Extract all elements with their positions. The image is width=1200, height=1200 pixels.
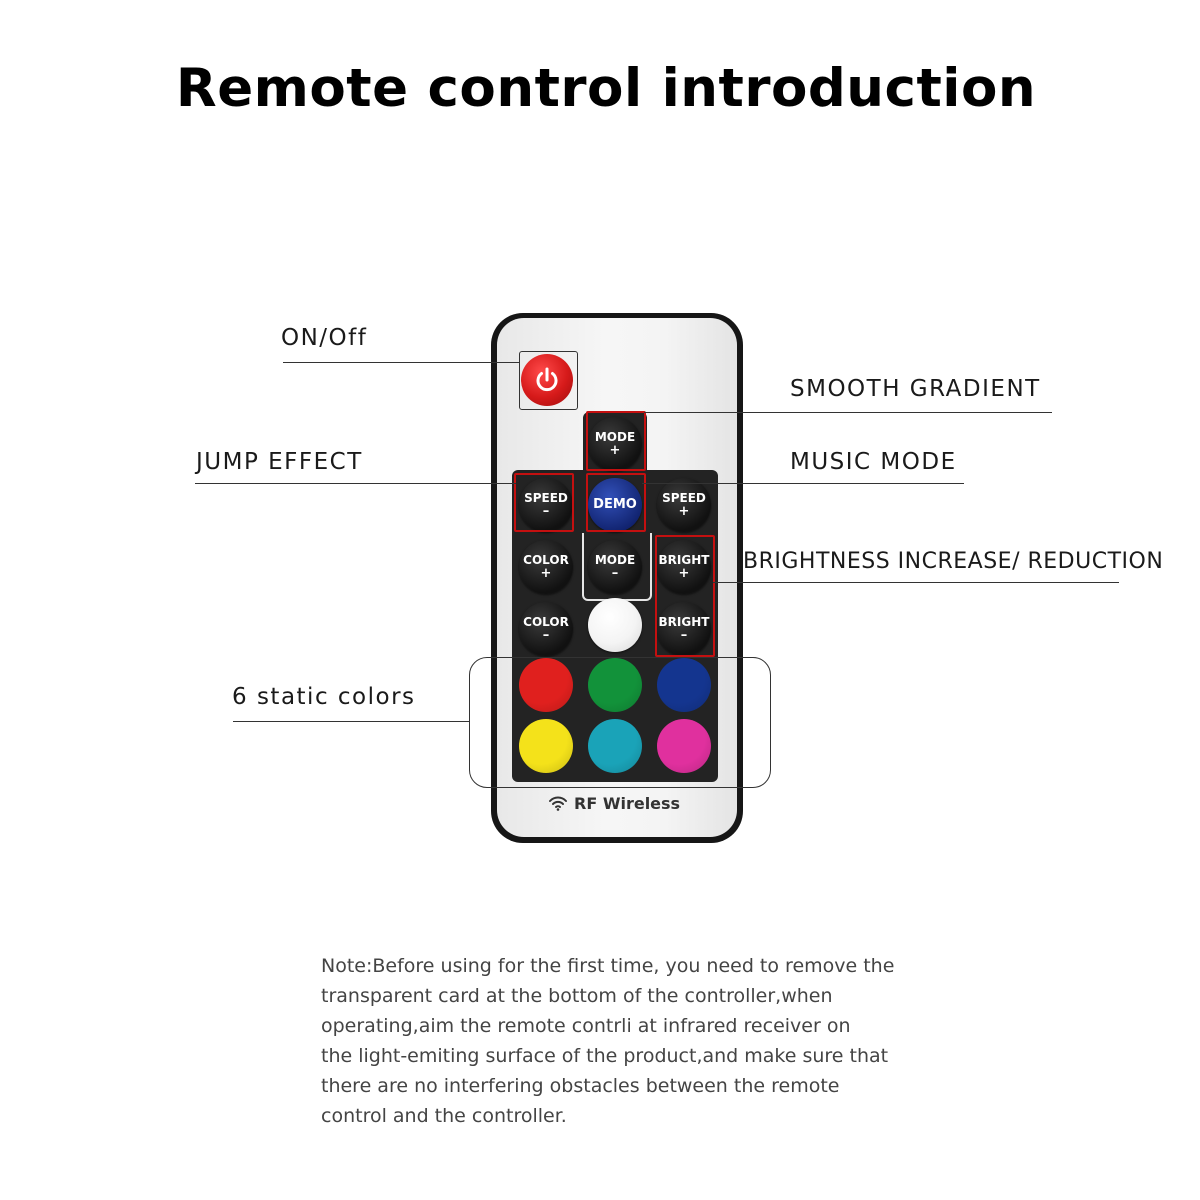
note-line: Note:Before using for the first time, you need to remove the — [321, 955, 895, 977]
usage-note — [321, 951, 941, 1131]
on-off-label: ON/Off — [281, 325, 368, 351]
speed-plus-label: SPEED — [662, 491, 706, 506]
demo-label: DEMO — [593, 497, 637, 513]
smooth-gradient-leader-line — [644, 412, 1052, 413]
color-plus-button[interactable] — [519, 540, 573, 594]
note-line: control and the controller. — [321, 1105, 567, 1127]
brightness-highlight-box — [655, 535, 715, 657]
wifi-icon — [548, 795, 568, 811]
speed-plus-button[interactable] — [657, 478, 711, 532]
speed-minus-highlight-box — [514, 473, 574, 532]
note-line: the light-emiting surface of the product,and make sure that — [321, 1045, 889, 1067]
mode-minus-button[interactable] — [588, 540, 642, 594]
color-minus-label: COLOR — [523, 615, 569, 630]
static-colors-label: 6 static colors — [232, 684, 416, 710]
bright-minus-label: BRIGHT — [658, 615, 710, 630]
smooth-gradient-label: SMOOTH GRADIENT — [790, 376, 1041, 402]
color-plus-sign: + — [540, 565, 552, 581]
bright-minus-sign: – — [680, 627, 688, 643]
bright-plus-sign: + — [678, 565, 690, 581]
rf-wireless-label — [548, 794, 708, 813]
static-colors-highlight-box — [469, 657, 771, 788]
mode-plus-label: MODE — [594, 430, 636, 445]
brightness-label: BRIGHTNESS INCREASE/ REDUCTION — [743, 549, 1164, 574]
bright-plus-label: BRIGHT — [658, 553, 710, 568]
music-mode-label: MUSIC MODE — [790, 449, 957, 475]
jump-effect-label: JUMP EFFECT — [196, 449, 363, 475]
demo-highlight-box — [586, 473, 646, 532]
brightness-leader-line — [713, 582, 1119, 583]
power-highlight-box — [519, 351, 578, 410]
jump-effect-leader-line — [195, 483, 516, 484]
on-off-leader-line — [283, 362, 519, 363]
speed-plus-sign: + — [678, 503, 690, 519]
rf-wireless-text: RF Wireless — [574, 794, 681, 813]
note-line: there are no interfering obstacles between the remote — [321, 1075, 840, 1097]
music-mode-leader-line — [642, 483, 964, 484]
speed-minus-label: SPEED — [524, 491, 568, 506]
color-plus-label: COLOR — [523, 553, 569, 568]
color-minus-button[interactable] — [519, 602, 573, 656]
note-line: transparent card at the bottom of the controller,when — [321, 985, 833, 1007]
static-colors-leader-line — [233, 721, 469, 722]
white-button[interactable] — [588, 598, 642, 652]
speed-minus-sign: – — [542, 503, 550, 519]
mode-minus-sign: – — [611, 565, 619, 581]
mode-plus-sign: + — [609, 442, 621, 458]
color-minus-sign: – — [542, 627, 550, 643]
mode-minus-label: MODE — [594, 553, 636, 568]
note-line: operating,aim the remote contrli at infrared receiver on — [321, 1015, 851, 1037]
page-title: Remote control introduction — [175, 58, 1037, 119]
mode-plus-highlight-box — [586, 411, 646, 471]
